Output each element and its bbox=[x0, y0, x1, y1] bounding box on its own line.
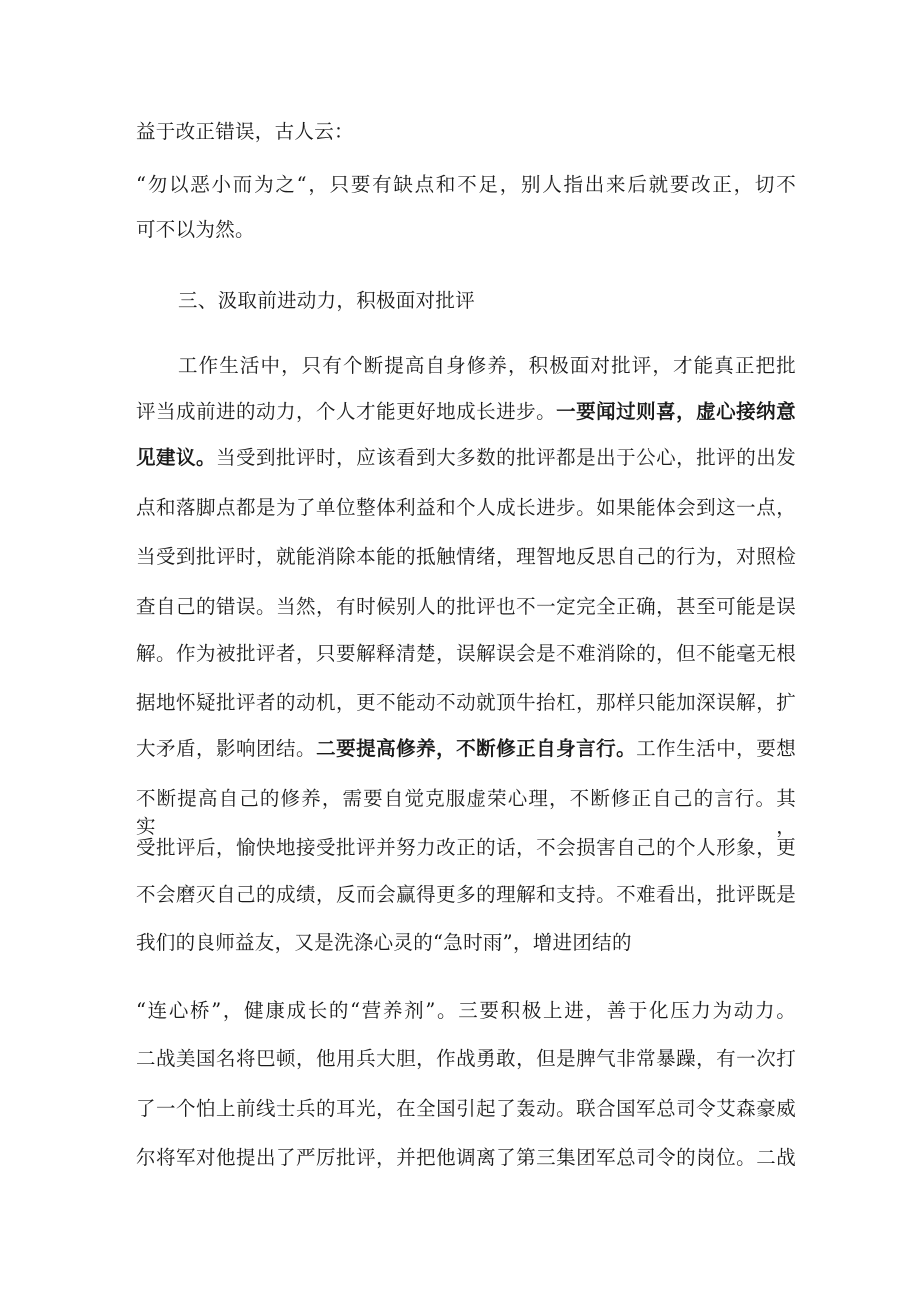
text-run: 大矛盾，影响团结。 bbox=[136, 737, 317, 760]
paragraph-line: 尔将军对他提出了严厉批评，并把他调离了第三集团军总司令的岗位。二战 bbox=[136, 1146, 796, 1169]
paragraph-line: 查自己的错误。当然，有时候别人的批评也不一定完全正确，甚至可能是误 bbox=[136, 595, 796, 618]
paragraph-line: 受批评后，愉快地接受批评并努力改正的话，不会损害自己的个人形象，更 bbox=[136, 836, 796, 859]
paragraph-line bbox=[136, 444, 796, 472]
paragraph-line: 不断提高自己的修养，需要自觉克服虚荣心理，不断修正自己的言行。其实， bbox=[136, 787, 796, 838]
bold-text-run: 二要提高修养，不断修正自身言行。 bbox=[316, 737, 637, 760]
bold-text-run: 见建议。 bbox=[136, 446, 217, 469]
text-run: 评当成前进的动力，个人才能更好地成长进步。 bbox=[136, 400, 557, 423]
paragraph-line: 据地怀疑批评者的动机，更不能动不动就顶牛抬杠，那样只能加深误解，扩 bbox=[136, 691, 796, 714]
text-line: 可不以为然。 bbox=[136, 218, 255, 241]
paragraph-line: 二战美国名将巴顿，他用兵大胆，作战勇敢，但是脾气非常暴躁，有一次打 bbox=[136, 1047, 796, 1070]
text-run: 当受到批评时，应该看到大多数的批评都是出于公心，批评的出发 bbox=[216, 446, 797, 469]
paragraph-line bbox=[136, 398, 796, 426]
paragraph-line: 不会磨灭自己的成绩，反而会赢得更多的理解和支持。不难看出，批评既是 bbox=[136, 883, 796, 906]
text-line: 益于改正错误，古人云： bbox=[136, 120, 354, 143]
paragraph-line: 点和落脚点都是为了单位整体利益和个人成长进步。如果能体会到这一点， bbox=[136, 496, 796, 519]
paragraph-line: 我们的良师益友，又是洗涤心灵的“急时雨”，增进团结的 bbox=[136, 931, 632, 954]
paragraph-line: 工作生活中，只有个断提高自身修养，积极面对批评，才能真正把批 bbox=[178, 354, 796, 377]
text-run: 工作生活中，要想 bbox=[636, 737, 796, 760]
section-heading: 三、汲取前进动力，积极面对批评 bbox=[178, 289, 476, 312]
paragraph-line: 了一个怕上前线士兵的耳光，在全国引起了轰动。联合国军总司令艾森豪威 bbox=[136, 1097, 796, 1120]
text-line: “勿以恶小而为之“，只要有缺点和不足，别人指出来后就要改正，切不 bbox=[136, 173, 796, 196]
paragraph-line: 当受到批评时，就能消除本能的抵触情绪，理智地反思自己的行为，对照检 bbox=[136, 545, 796, 568]
paragraph-line bbox=[136, 735, 796, 763]
paragraph-line: 解。作为被批评者，只要解释清楚，误解误会是不难消除的，但不能毫无根 bbox=[136, 642, 796, 665]
bold-text-run: 一要闻过则喜，虚心接纳意 bbox=[556, 400, 796, 423]
paragraph-line: “连心桥”，健康成长的“营养剂”。三要积极上进，善于化压力为动力。 bbox=[136, 999, 796, 1022]
